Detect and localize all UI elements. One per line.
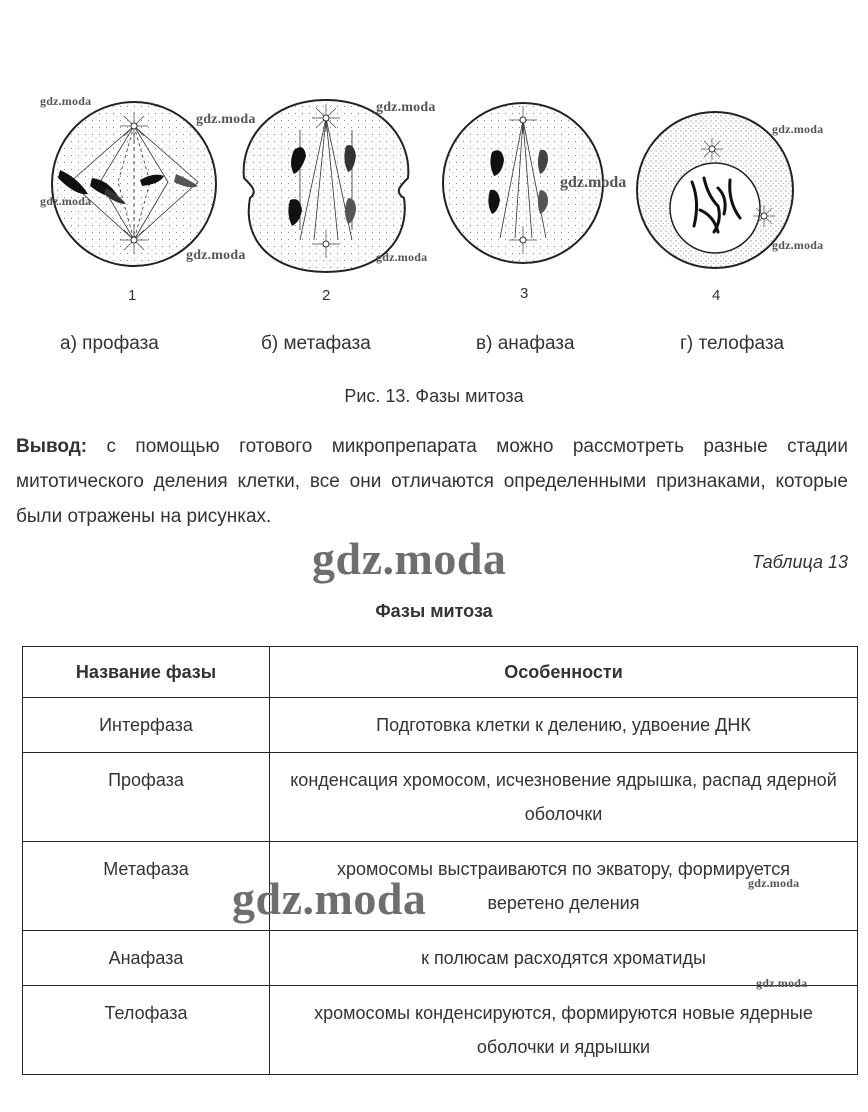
watermark: gdz.moda bbox=[772, 122, 824, 136]
phase-label-metaphase: б) метафаза bbox=[261, 333, 371, 354]
table-header-row bbox=[23, 647, 858, 698]
phase-label-telophase: г) телофаза bbox=[680, 333, 785, 354]
phase-name-cell: Интерфаза bbox=[23, 698, 270, 753]
phase-features-cell: конденсация хромосом, исчезновение ядрышка, распад ядерной оболочки bbox=[270, 753, 858, 842]
conclusion-text: с помощью готового микропрепарата можно рассмотреть разные стадии митотического деления клетки, все они отличаются определенными признаками, которые были отражены на рисунках. bbox=[16, 436, 848, 527]
table-row bbox=[23, 986, 858, 1075]
figure-caption: Рис. 13. Фазы митоза bbox=[344, 386, 524, 406]
mitosis-figure bbox=[0, 0, 868, 320]
header-phase-name: Название фазы bbox=[23, 647, 270, 698]
table-title: Фазы митоза bbox=[375, 601, 493, 621]
phase-features-cell: хромосомы конденсируются, формируются новые ядерные оболочки и ядрышки bbox=[270, 986, 858, 1075]
table-row bbox=[23, 931, 858, 986]
table-row bbox=[23, 698, 858, 753]
phase-label-prophase: а) профаза bbox=[60, 333, 159, 354]
conclusion-paragraph bbox=[16, 429, 848, 534]
watermark: gdz.moda bbox=[376, 250, 428, 264]
watermark: gdz.moda bbox=[756, 976, 808, 990]
phase-name-cell: Метафаза bbox=[23, 842, 270, 931]
cell-number-3: 3 bbox=[520, 285, 529, 302]
cell-prophase-drawing bbox=[52, 102, 216, 266]
cell-metaphase-drawing bbox=[244, 100, 409, 272]
table-row bbox=[23, 753, 858, 842]
table-number: Таблица 13 bbox=[751, 552, 848, 572]
cell-number-2: 2 bbox=[322, 287, 331, 304]
watermark: gdz.moda bbox=[748, 876, 800, 890]
phase-features-cell: хромосомы выстраиваются по экватору, формируется веретено деления bbox=[270, 842, 858, 931]
header-features: Особенности bbox=[270, 647, 858, 698]
watermark: gdz.moda bbox=[40, 194, 92, 208]
watermark-large: gdz.moda bbox=[232, 873, 427, 924]
watermark: gdz.moda bbox=[196, 112, 256, 127]
phase-features-cell: Подготовка клетки к делению, удвоение ДНК bbox=[270, 698, 858, 753]
phase-label-anaphase: в) анафаза bbox=[476, 333, 575, 354]
phase-name-cell: Профаза bbox=[23, 753, 270, 842]
table-row bbox=[23, 842, 858, 931]
watermark: gdz.moda bbox=[186, 248, 246, 263]
watermark-large: gdz.moda bbox=[312, 533, 507, 584]
watermark: gdz.moda bbox=[40, 94, 92, 108]
cell-telophase-drawing bbox=[637, 112, 793, 268]
mitosis-phases-table bbox=[22, 646, 858, 1075]
phase-name-cell: Анафаза bbox=[23, 931, 270, 986]
watermark: gdz.moda bbox=[772, 238, 824, 252]
watermark: gdz.moda bbox=[560, 174, 627, 191]
cell-number-1: 1 bbox=[128, 287, 137, 304]
watermark: gdz.moda bbox=[376, 100, 436, 115]
phase-name-cell: Телофаза bbox=[23, 986, 270, 1075]
phase-features-cell: к полюсам расходятся хроматиды bbox=[270, 931, 858, 986]
cell-number-4: 4 bbox=[712, 287, 721, 304]
conclusion-lead: Вывод: bbox=[16, 436, 88, 457]
